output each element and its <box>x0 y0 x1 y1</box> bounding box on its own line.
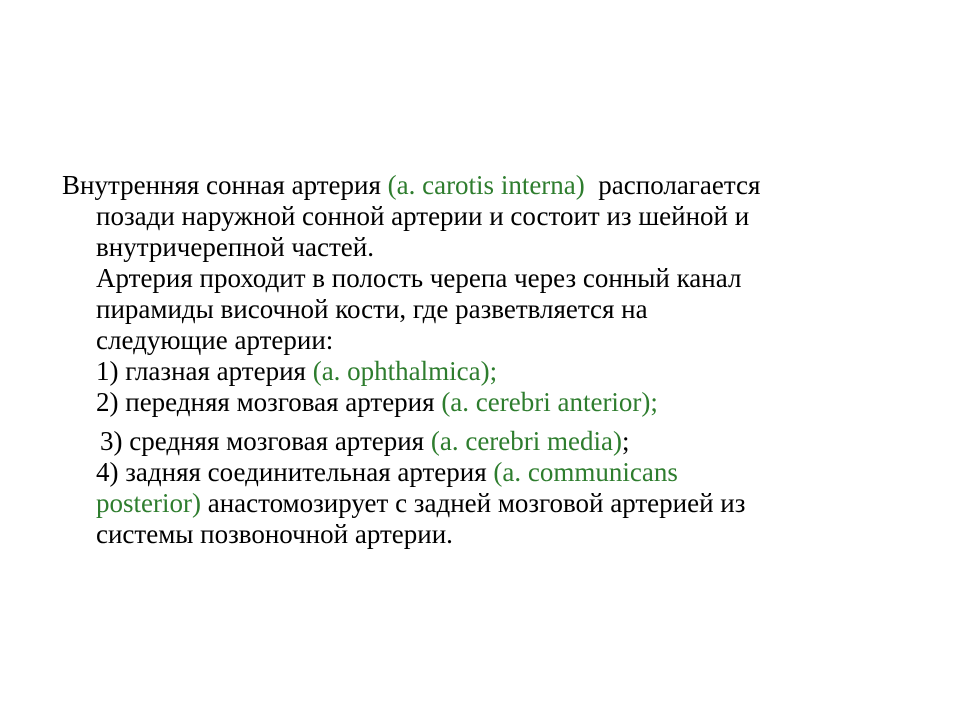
line-7 <box>62 356 922 387</box>
line-10 <box>62 457 922 488</box>
text-run: 1) глазная артерия <box>96 356 313 386</box>
text-run: 4) задняя соединительная артерия <box>96 457 494 487</box>
line-2: позади наружной сонной артерии и состоит из шейной и <box>96 201 750 231</box>
line-11 <box>62 488 922 519</box>
line-9 <box>62 426 922 457</box>
latin-term: (a. communicans <box>493 457 678 487</box>
text-run: анастомозирует с задней мозговой артерией из <box>200 488 746 518</box>
text-run: 3) средняя мозговая артерия <box>100 426 431 456</box>
latin-term: (a. ophthalmica); <box>312 356 498 386</box>
latin-term: (a. cerebri anterior); <box>441 387 658 417</box>
text-run: 2) передняя мозговая артерия <box>96 387 442 417</box>
text-run: Внутренняя сонная артерия <box>62 170 388 200</box>
line-12: системы позвоночной артерии. <box>96 519 453 549</box>
line-6: следующие артерии: <box>96 325 334 355</box>
line-4: Артерия проходит в полость черепа через сонный канал <box>96 263 742 293</box>
latin-term: (a. carotis interna) <box>387 170 585 200</box>
text-run: ; <box>621 426 630 456</box>
line-1 <box>62 170 922 201</box>
text-run: располагается <box>584 170 761 200</box>
line-3: внутричерепной частей. <box>96 232 374 262</box>
text-block <box>62 170 922 550</box>
latin-term: (a. cerebri media) <box>430 426 622 456</box>
line-8 <box>62 387 922 418</box>
latin-term: posterior) <box>96 488 201 518</box>
line-5: пирамиды височной кости, где разветвляется на <box>96 294 648 324</box>
